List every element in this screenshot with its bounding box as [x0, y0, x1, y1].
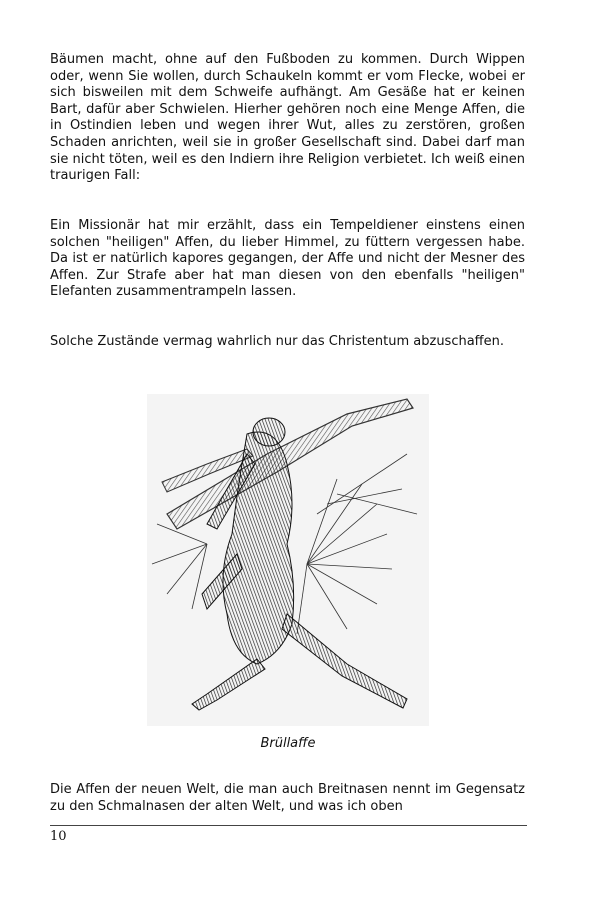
howler-monkey-illustration — [147, 394, 429, 726]
footer-divider — [50, 825, 527, 826]
figure-caption: Brüllaffe — [260, 736, 316, 751]
paragraph-4: Die Affen der neuen Welt, die man auch Breitnasen nennt im Gegensatz zu den Schmalnasen der alten Welt, und was ich oben — [50, 782, 525, 814]
page-number: 10 — [50, 829, 67, 844]
paragraph-2: Ein Missionär hat mir erzählt, dass ein Tempeldiener einstens einen solchen "heiligen" Affen, du lieber Himmel, zu füttern vergessen habe. Da ist er natürlich kapores gegangen, der Affe und nicht der Mesner des Affen. Zur Strafe aber hat man diesen von den ebenfalls "heiligen" Elefanten zusammentrampeln lassen. — [50, 218, 525, 300]
paragraph-3: Solche Zustände vermag wahrlich nur das Christentum abzuschaffen. — [50, 334, 505, 349]
paragraph-1: Bäumen macht, ohne auf den Fußboden zu kommen. Durch Wippen oder, wenn Sie wollen, durch Schaukeln kommt er vom Flecke, wobei er sich bisweilen mit dem Schweife aufhängt. Am Gesäße hat er keinen Bart, dafür aber Schwielen. Hierher gehören noch eine Menge Affen, die in Ostindien leben und wegen ihrer Wut, alles zu zerstören, großen Schaden anrichten, weil sie in großer Gesellschaft sind. Dabei darf man sie nicht töten, weil es den Indiern ihre Religion verbietet. Ich weiß einen traurigen Fall: — [50, 52, 525, 184]
